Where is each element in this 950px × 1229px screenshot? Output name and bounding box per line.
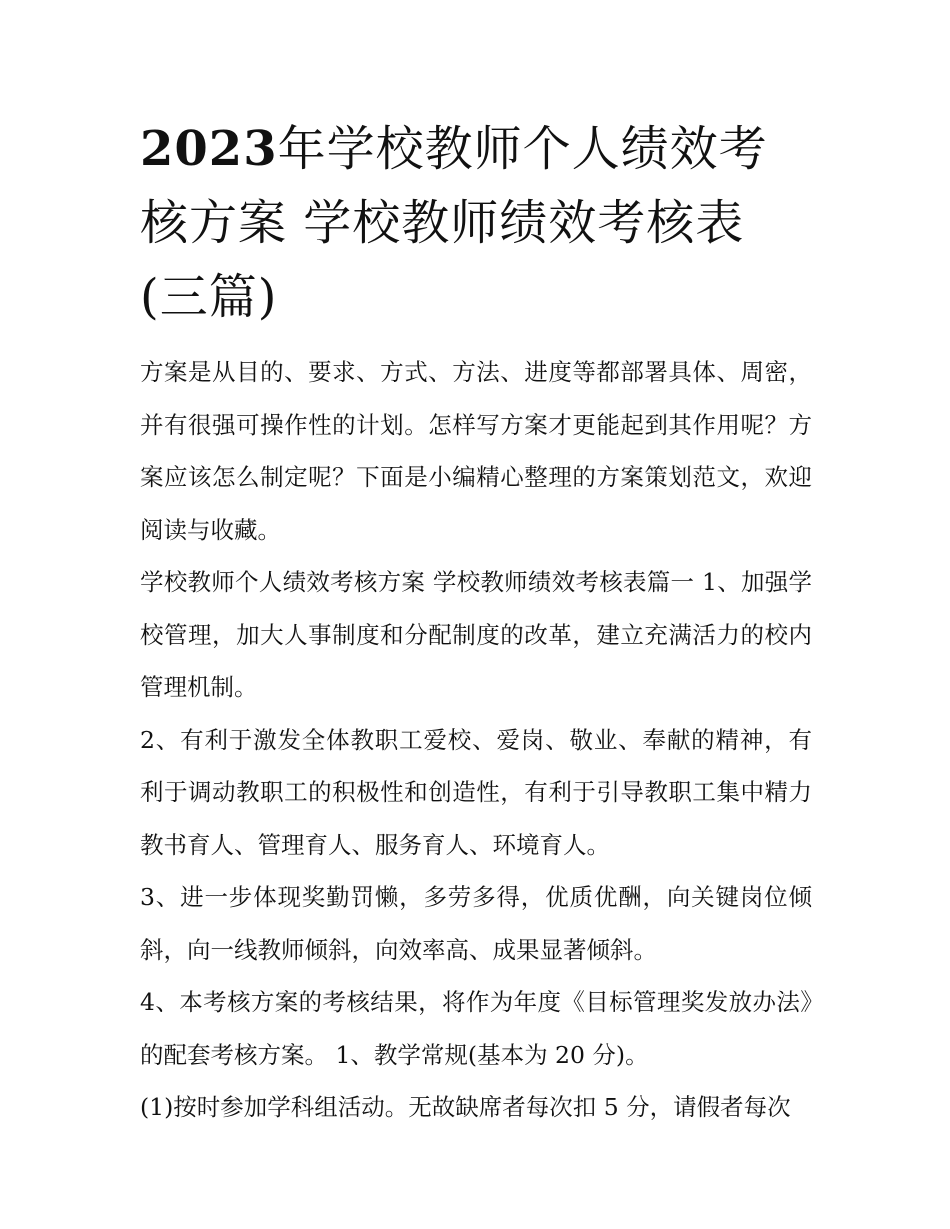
paragraph-item-2: 2、有利于激发全体教职工爱校、爱岗、敬业、奉献的精神，有利于调动教职工的积极性和创造性，有利于引导教职工集中精力教书育人、管理育人、服务育人、环境育人。 [140,725,812,859]
paragraph-item-teaching: (1)按时参加学科组活动。无故缺席者每次扣 5 分，请假者每次 [140,1093,791,1121]
paragraph-section-1: 学校教师个人绩效考核方案 学校教师绩效考核表篇一 1、加强学校管理，加大人事制度和分配制度的改革，建立充满活力的校内管理机制。 [140,568,812,701]
document-title [140,112,812,334]
paragraph-intro: 方案是从目的、要求、方式、方法、进度等都部署具体、周密，并有很强可操作性的计划。怎样写方案才更能起到其作用呢？方案应该怎么制定呢？下面是小编精心整理的方案策划范文，欢迎阅读与收藏。 [140,358,812,544]
paragraph-item-4: 4、本考核方案的考核结果，将作为年度《目标管理奖发放办法》的配套考核方案。 1、教学常规(基本为 20 分)。 [140,988,812,1069]
paragraph-item-3: 3、进一步体现奖勤罚懒，多劳多得，优质优酬，向关键岗位倾斜，向一线教师倾斜，向效率高、成果显著倾斜。 [140,883,812,964]
title-text: 年学校教师个人绩效考核方案 学校教师绩效考核表(三篇) [140,121,768,325]
document-page [140,112,812,1134]
title-year: 2023 [140,121,278,177]
